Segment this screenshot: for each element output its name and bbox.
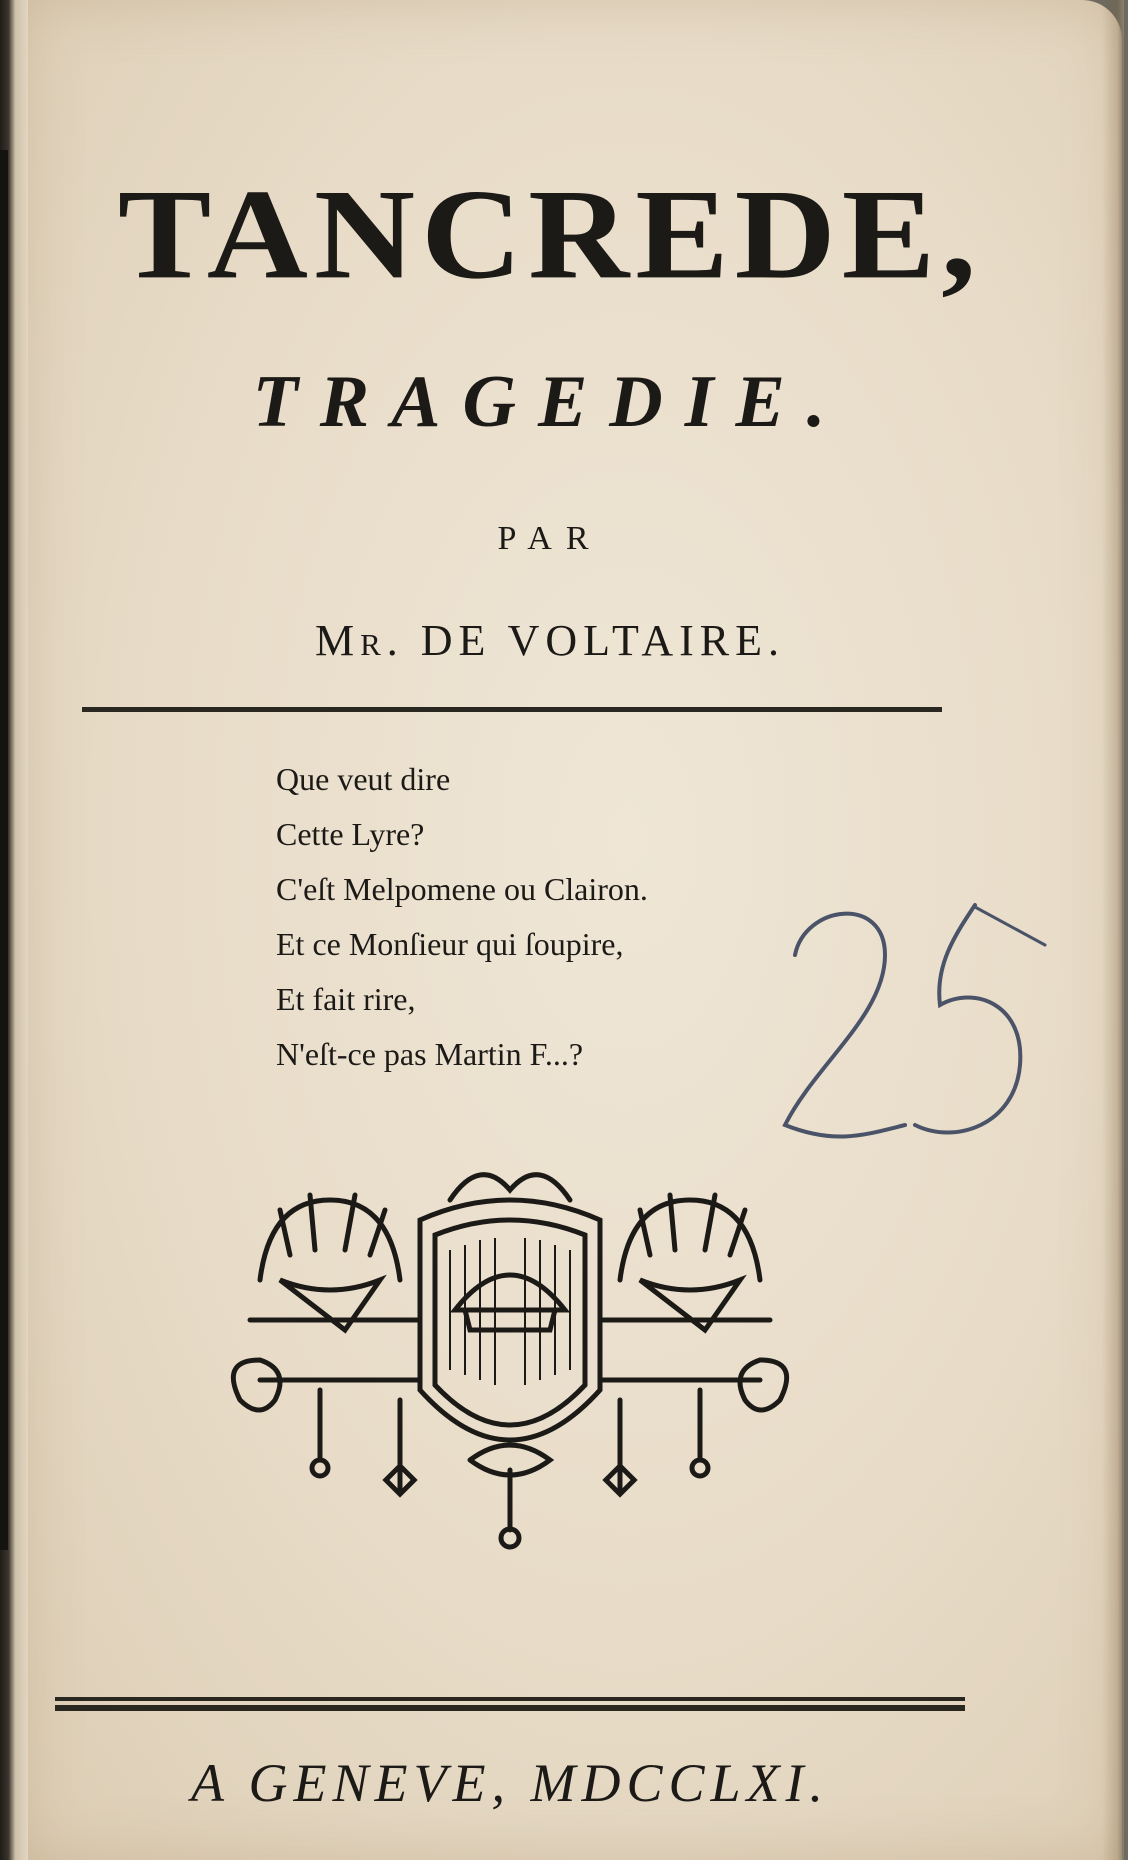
imprint: A GENEVE, MDCCLXI. bbox=[191, 1753, 829, 1813]
epigraph-line: Et ce Monſieur qui ſoupire, bbox=[276, 926, 624, 962]
author-name: Mr. DE VOLTAIRE. bbox=[314, 616, 786, 665]
bottom-rule bbox=[55, 1697, 965, 1711]
epigraph-line: C'eſt Melpomene ou Clairon. bbox=[276, 871, 648, 907]
epigraph-line: N'eſt-ce pas Martin F...? bbox=[276, 1036, 584, 1072]
by-line: PAR bbox=[497, 520, 603, 557]
epigraph-line: Que veut dire bbox=[276, 761, 451, 797]
epigraph-line: Et fait rire, bbox=[276, 981, 416, 1017]
divider-rule bbox=[82, 707, 942, 712]
woodcut-ornament bbox=[220, 1160, 800, 1560]
epigraph-line: Cette Lyre? bbox=[276, 816, 425, 852]
subtitle: TRAGEDIE. bbox=[252, 361, 848, 443]
spine-shadow bbox=[0, 150, 8, 1550]
handwritten-note bbox=[775, 895, 1065, 1185]
epigraph bbox=[276, 752, 836, 1082]
page-edge bbox=[1102, 0, 1124, 1860]
page-title: TANCREDE, bbox=[117, 163, 983, 306]
